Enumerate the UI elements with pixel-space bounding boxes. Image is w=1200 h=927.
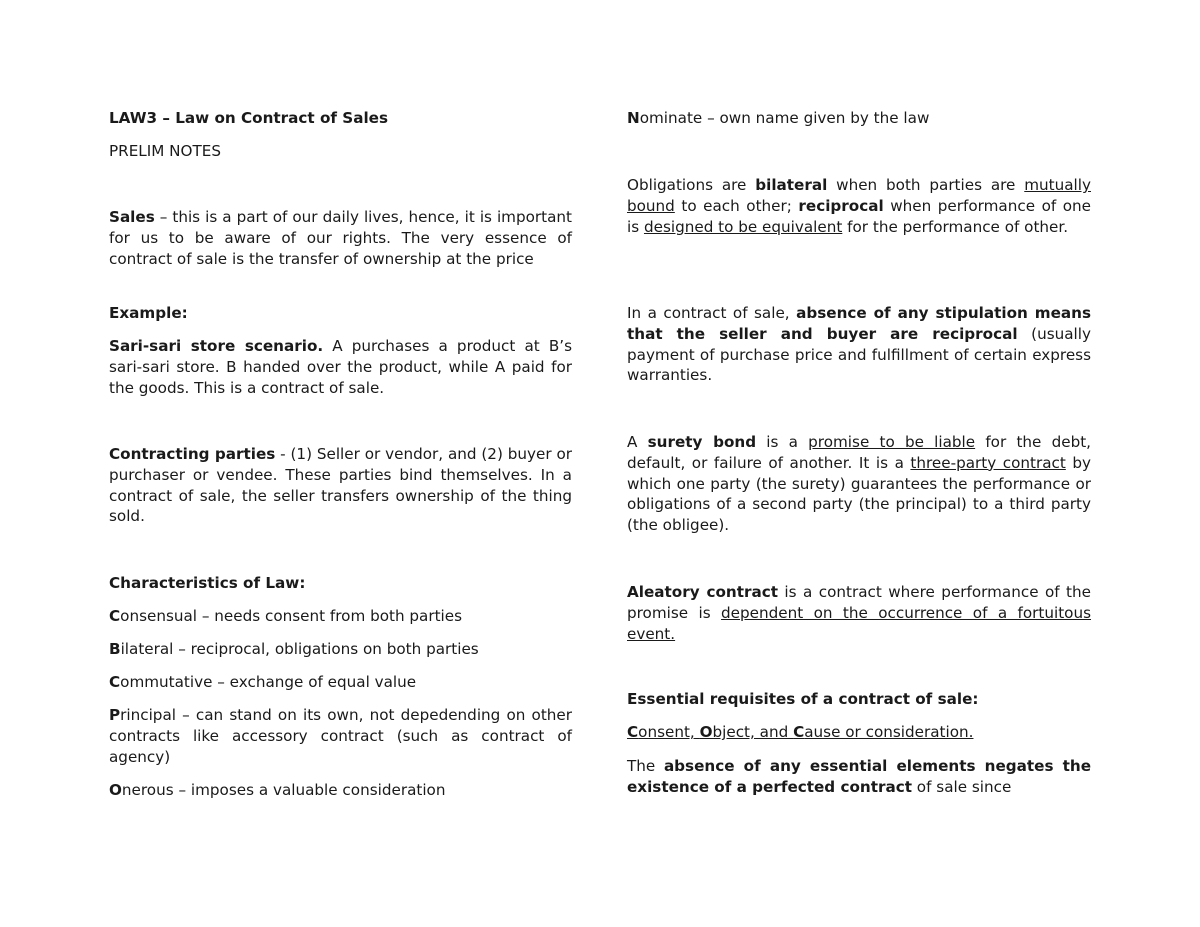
essential-requisites-heading: Essential requisites of a contract of sale: [627,690,979,708]
sales-paragraph: Sales – this is a part of our daily lives, hence, it is important for us to be aware of our rights. The very essence of contract of sale is the transfer of ownership at the price [109,208,572,268]
obligations-paragraph: Obligations are bilateral when both parties are mutually bound to each other; reciprocal when performance of one is designed to be equivalent for the performance of other. [627,176,1092,236]
scenario-paragraph: Sari-sari store scenario. A purchases a product at B’s sari-sari store. B handed over the product, while A paid for the goods. This is a contract of sale. [109,337,572,397]
aleatory-contract-paragraph: Aleatory contract is a contract where performance of the promise is dependent on the occurrence of a fortuitous event. [627,583,1091,643]
characteristic-principal: Principal – can stand on its own, not depedending on other contracts like accessory contract (such as contract of agency) [109,706,572,766]
contract-of-sale-paragraph: In a contract of sale, absence of any stipulation means that the seller and buyer are reciprocal (usually payment of purchase price and fulfillment of certain express warranties. [627,304,1091,385]
absence-paragraph: The absence of any essential elements negates the existence of a perfected contract of sale since [627,757,1092,796]
characteristics-heading: Characteristics of Law: [109,574,306,592]
contracting-parties-paragraph: Contracting parties - (1) Seller or vendor, and (2) buyer or purchaser or vendee. These parties bind themselves. In a contract of sale, the seller transfers ownership of the thing sold. [109,445,572,526]
requisites-list: Consent, Object, and Cause or consideration. [627,723,974,741]
characteristic-onerous: Onerous – imposes a valuable consideration [109,781,446,799]
nominate-paragraph: Nominate – own name given by the law [627,109,930,127]
document-title: LAW3 – Law on Contract of Sales [109,109,389,127]
example-heading: Example: [109,304,188,322]
characteristic-consensual: Consensual – needs consent from both parties [109,607,463,625]
surety-bond-paragraph: A surety bond is a promise to be liable for the debt, default, or failure of another. It is a three-party contract by which one party (the surety) guarantees the performance or obligations of a second party (the principal) to a third party (the obligee). [627,433,1092,535]
document-subtitle: PRELIM NOTES [109,142,222,160]
characteristic-commutative: Commutative – exchange of equal value [109,673,417,691]
characteristic-bilateral: Bilateral – reciprocal, obligations on both parties [109,640,479,658]
